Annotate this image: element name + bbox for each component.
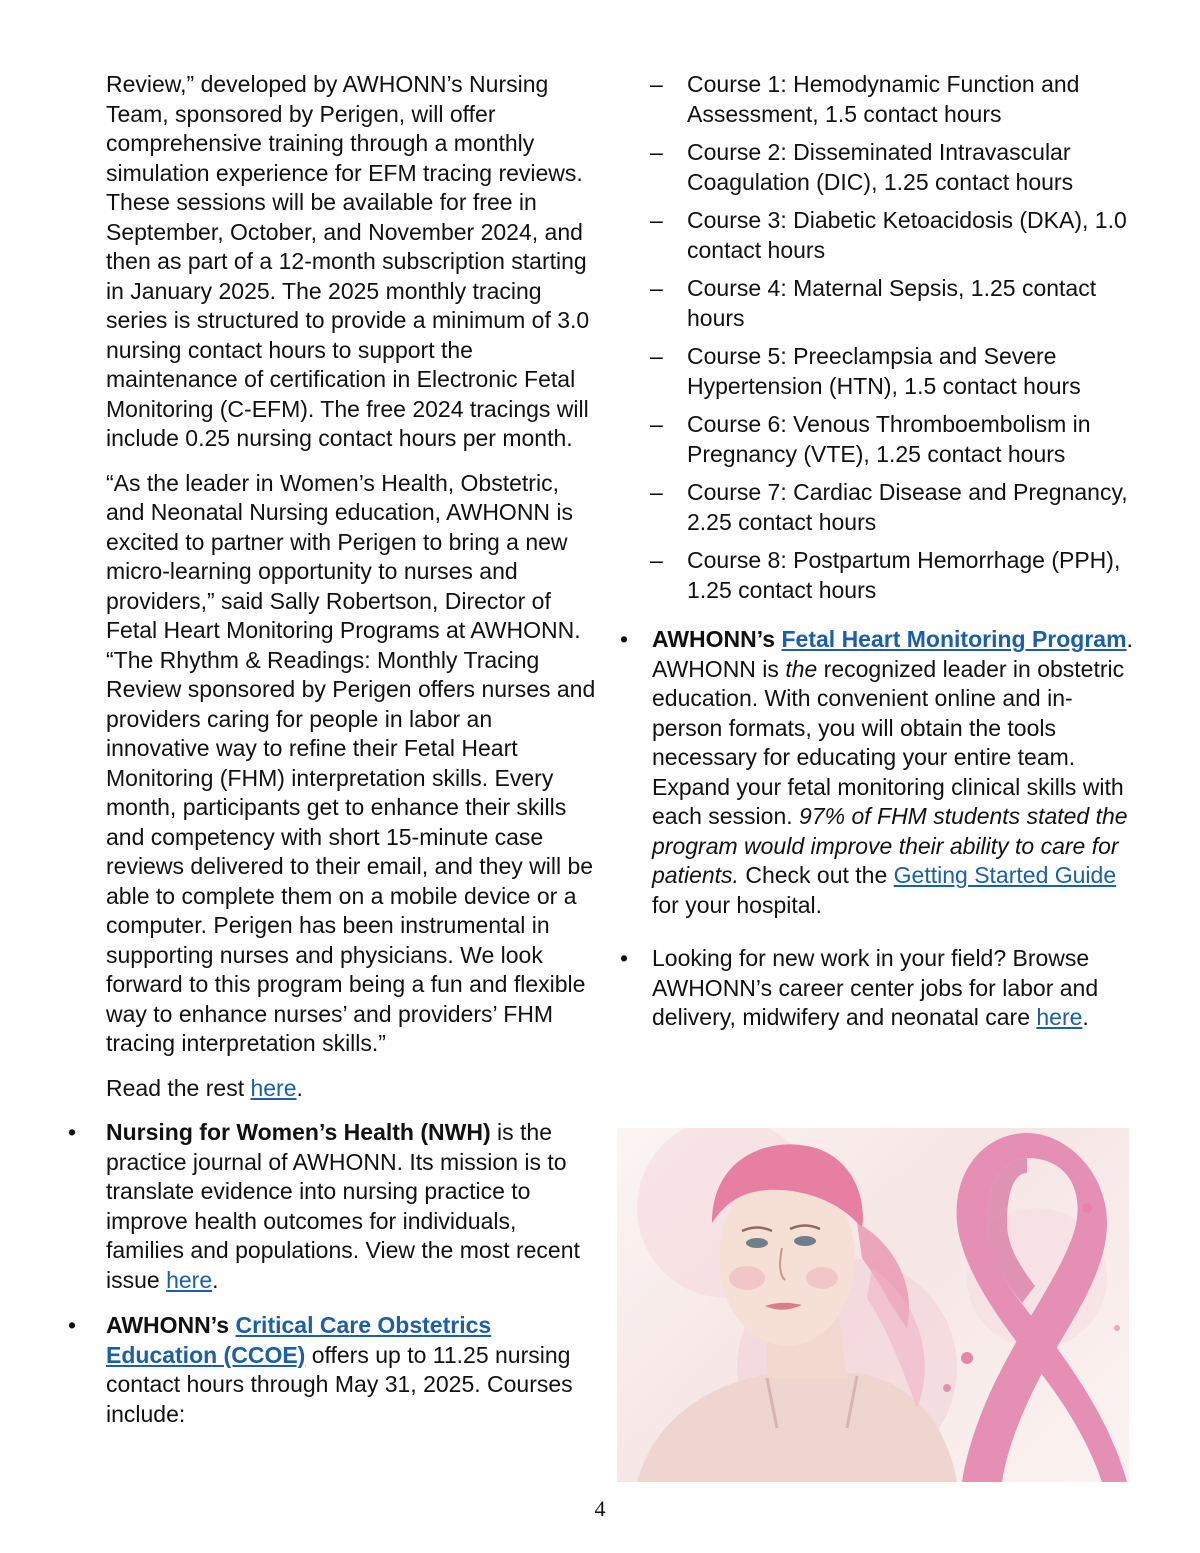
paint-splatter	[943, 1384, 951, 1392]
ccoe-bullet	[67, 1311, 596, 1429]
course-text: Course 5: Preeclampsia and Severe Hypertension (HTN), 1.5 contact hours	[687, 343, 1081, 399]
right-bullets	[620, 625, 1140, 1033]
fhm-text: recognized leader in obstetric education. With convenient online and in-person formats, you will obtain the tools necessary for educating your entire team. Expand your fetal monitoring clinical skills with each session.	[652, 655, 1125, 829]
career-suffix: .	[1082, 1004, 1089, 1030]
paint-splatter	[961, 1352, 973, 1364]
paint-splatter	[1082, 1203, 1092, 1213]
bullet-symbol: •	[619, 945, 629, 971]
intro-paragraph: Review,” developed by AWHONN’s Nursing Team, sponsored by Perigen, will offer comprehensive training through a monthly simulation experience for EFM tracing reviews. These sessions will be available for free in September, October, and November 2024, and then as part of a 12-month subscription starting in January 2025. The 2025 monthly tracing series is structured to provide a minimum of 3.0 nursing contact hours to support the maintenance of certification in Electronic Fetal Monitoring (C-EFM). The free 2024 tracings will include 0.25 nursing contact hours per month.	[106, 71, 590, 451]
fhm-text: for your hospital.	[652, 891, 823, 918]
career-center-link[interactable]: here	[1036, 1004, 1083, 1030]
course-item	[620, 70, 1140, 129]
read-rest-prefix: Read the rest	[106, 1074, 251, 1101]
course-text: Course 4: Maternal Sepsis, 1.25 contact hours	[687, 275, 1097, 331]
course-item	[620, 206, 1140, 265]
career-bullet	[619, 944, 1140, 1033]
course-text: Course 7: Cardiac Disease and Pregnancy, 2.25 contact hours	[687, 479, 1128, 535]
dash-symbol: –	[650, 207, 663, 233]
nwh-title: Nursing for Women’s Health (NWH)	[106, 1119, 491, 1145]
fhm-text: AWHONN is	[652, 655, 786, 682]
course-item	[620, 138, 1140, 197]
bullet-symbol: •	[67, 1119, 77, 1145]
paint-splatter	[1114, 1325, 1120, 1331]
getting-started-guide-link[interactable]: Getting Started Guide	[893, 862, 1117, 888]
dash-symbol: –	[650, 411, 663, 437]
course-item	[620, 342, 1140, 401]
fhm-text: Check out the	[738, 862, 894, 888]
ccoe-description: offers up to 11.25 nursing contact hours through May 31, 2025. Courses include:	[106, 1341, 573, 1427]
dash-symbol: –	[650, 343, 663, 369]
page-number: 4	[594, 1496, 606, 1521]
dash-symbol: –	[650, 479, 663, 505]
fhm-italic-the: the	[785, 655, 818, 682]
dash-symbol: –	[650, 139, 663, 165]
eye-right	[794, 1236, 816, 1246]
read-rest-suffix: .	[296, 1074, 303, 1101]
dash-symbol: –	[650, 547, 663, 573]
woman-with-pink-ribbon-image	[617, 1128, 1129, 1482]
dash-symbol: –	[650, 71, 663, 97]
bullet-symbol: •	[619, 626, 629, 652]
dash-symbol: –	[650, 275, 663, 301]
fhm-statistic: 97% of FHM students stated the program would improve their ability to care for patients.	[652, 803, 1128, 888]
course-item	[620, 410, 1140, 469]
fhm-title-prefix: AWHONN’s	[652, 626, 782, 652]
watercolor-illustration	[617, 1128, 1129, 1482]
fhm-period: .	[1126, 626, 1133, 652]
bullet-symbol: •	[67, 1312, 77, 1338]
nwh-bullet	[67, 1118, 596, 1295]
nwh-issue-link[interactable]: here	[166, 1266, 213, 1293]
read-rest-line	[106, 1074, 596, 1104]
course-text: Course 3: Diabetic Ketoacidosis (DKA), 1.0 contact hours	[687, 207, 1127, 263]
course-list	[620, 70, 1140, 605]
fhm-bullet	[619, 625, 1140, 920]
read-rest-link[interactable]: here	[250, 1074, 297, 1101]
quote-paragraph: “As the leader in Women’s Health, Obstetric, and Neonatal Nursing education, AWHONN is excited to partner with Perigen to bring a new micro-learning opportunity to nurses and providers,” said Sally Robertson, Director of Fetal Heart Monitoring Programs at AWHONN. “The Rhythm & Readings: Monthly Tracing Review sponsored by Perigen offers nurses and providers caring for people in labor an innovative way to refine their Fetal Heart Monitoring (FHM) interpretation skills. Every month, participants get to enhance their skills and competency with short 15-minute case reviews delivered to their email, and they will be able to complete them on a mobile device or a computer. Perigen has been instrumental in supporting nurses and physicians. We look forward to this program being a fun and flexible way to enhance nurses’ and providers’ FHM tracing interpretation skills.”	[106, 469, 596, 1056]
ccoe-title-prefix: AWHONN’s	[106, 1312, 236, 1338]
course-item	[620, 478, 1140, 537]
nwh-suffix: .	[212, 1266, 219, 1293]
course-text: Course 2: Disseminated Intravascular Coagulation (DIC), 1.25 contact hours	[687, 139, 1074, 195]
course-item	[620, 274, 1140, 333]
left-column	[67, 70, 596, 1445]
nwh-description: is the practice journal of AWHONN. Its mission is to translate evidence into nursing practice to improve health outcomes for individuals, families and populations. View the most recent issue	[106, 1119, 580, 1293]
fhm-program-link[interactable]: Fetal Heart Monitoring Program	[781, 626, 1127, 652]
cheek-blush	[729, 1266, 765, 1290]
ccoe-link[interactable]: Critical Care Obstetrics Education (CCOE)	[106, 1312, 492, 1368]
career-text: Looking for new work in your field? Browse AWHONN’s career center jobs for labor and delivery, midwifery and neonatal care	[652, 945, 1099, 1030]
course-item	[620, 546, 1140, 605]
eye-left	[746, 1238, 768, 1248]
course-text: Course 1: Hemodynamic Function and Assessment, 1.5 contact hours	[687, 71, 1080, 127]
right-column	[620, 70, 1140, 1049]
cheek-blush	[806, 1267, 838, 1289]
course-text: Course 6: Venous Thromboembolism in Pregnancy (VTE), 1.25 contact hours	[687, 411, 1091, 467]
course-text: Course 8: Postpartum Hemorrhage (PPH), 1.25 contact hours	[687, 547, 1121, 603]
